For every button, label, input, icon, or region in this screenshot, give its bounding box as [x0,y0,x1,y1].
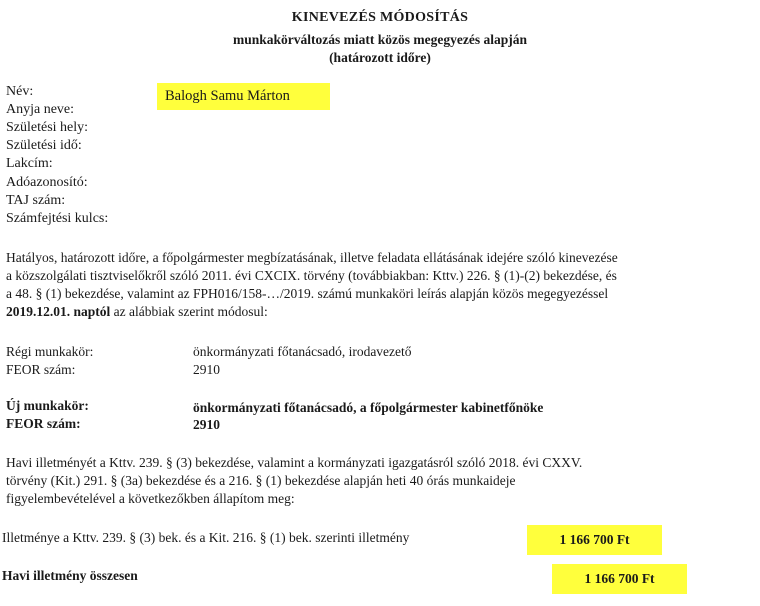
paragraph-1-line-4 [6,304,268,320]
old-feor-label: FEOR szám: [6,362,76,377]
base-salary-label: Illetménye a Kttv. 239. § (3) bek. és a Kit. 216. § (1) bek. szerinti illetmény [2,530,410,545]
payroll-key-label: Számfejtési kulcs: [6,211,109,226]
tax-id-label: Adóazonosító: [6,175,88,190]
paragraph-1-line-3: a 48. § (1) bekezdése, valamint az FPH016/158-…/2019. számú munkaköri leírás alapján közös megegyezéssel [6,286,609,301]
name-label: Név: [6,84,34,99]
effective-date: 2019.12.01. naptól [6,304,111,319]
paragraph-2-line-1: Havi illetményét a Kttv. 239. § (3) bekezdése, valamint a kormányzati igazgatásról szóló 2018. évi CXXV. [6,455,583,470]
total-salary-value: 1 166 700 Ft [552,564,687,594]
paragraph-1-line-1: Hatályos, határozott időre, a főpolgármester megbízatásának, illetve feladata ellátásának idejére szóló kinevezése [6,250,618,265]
document-subtitle: munkakörváltozás miatt közös megegyezés alapján [233,32,527,47]
old-feor-value: 2910 [193,362,220,377]
mother-name-label: Anyja neve: [6,102,75,117]
birthplace-label: Születési hely: [6,120,89,135]
new-position-label: Új munkakör: [6,398,89,413]
paragraph-2-line-2: törvény (Kit.) 291. § (3a) bekezdése és a 216. § (1) bekezdése alapján heti 40 órás munkaideje [6,473,516,488]
new-position-value: önkormányzati főtanácsadó, a főpolgármester kabinetfőnöke [193,400,544,415]
old-position-label: Régi munkakör: [6,344,94,359]
effective-date-rest: az alábbiak szerint módosul: [110,304,268,319]
taj-number-label: TAJ szám: [6,193,66,208]
new-feor-value: 2910 [193,417,220,432]
address-label: Lakcím: [6,156,53,171]
name-value: Balogh Samu Márton [157,83,330,110]
document-subtitle-term: (határozott időre) [329,50,431,65]
new-feor-label: FEOR szám: [6,416,81,431]
total-salary-label: Havi illetmény összesen [2,568,138,583]
paragraph-1-line-2: a közszolgálati tisztviselőkről szóló 2011. évi CXCIX. törvény (továbbiakban: Kttv.) 226. § (1)-(2) bekezdése, és [6,268,617,283]
paragraph-2-line-3: figyelembevételével a következőkben állapítom meg: [6,491,295,506]
document-title: KINEVEZÉS MÓDOSÍTÁS [291,10,469,25]
old-position-value: önkormányzati főtanácsadó, irodavezető [193,344,412,359]
base-salary-value: 1 166 700 Ft [527,525,662,555]
birthdate-label: Születési idő: [6,138,82,153]
